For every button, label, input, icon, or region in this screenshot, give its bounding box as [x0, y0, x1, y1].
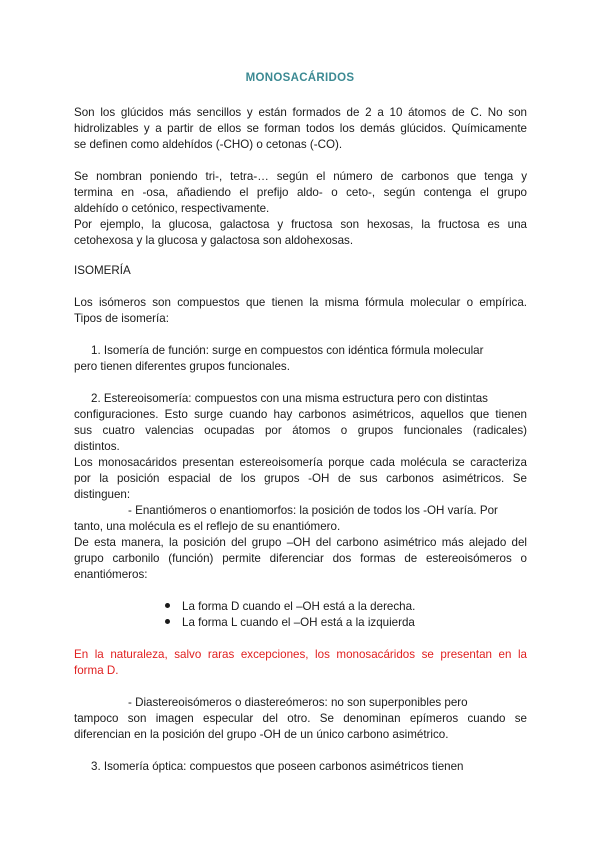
text-line: se definen como aldehídos (-CHO) o cetonas (-CO).: [74, 138, 343, 151]
text-line: Los monosacáridos presentan estereoisomería porque cada molécula se caracteriza: [74, 456, 527, 469]
text-line: Son los glúcidos más sencillos y están formados de 2 a 10 átomos de C. No son: [74, 106, 527, 119]
text-line: tanto, una molécula es el reflejo de su enantiómero.: [74, 520, 341, 533]
bullet-icon: [165, 603, 170, 608]
text-line: 1. Isomería de función: surge en compuestos con idéntica fórmula molecular: [91, 344, 484, 357]
bullet-text: La forma D cuando el –OH está a la derecha.: [182, 600, 416, 613]
text-line: En la naturaleza, salvo raras excepciones, los monosacáridos se presentan en la: [74, 648, 527, 661]
text-line: por la posición espacial de los grupos -OH de sus carbonos asimétricos. Se: [74, 472, 527, 485]
text-line: termina en -osa, añadiendo el prefijo aldo- o ceto-, según contenga el grupo: [74, 186, 527, 199]
page-title: MONOSACÁRIDOS: [245, 72, 355, 84]
bullet-text: La forma L cuando el –OH está a la izquierda: [182, 616, 415, 629]
text-line: pero tienen diferentes grupos funcionales.: [74, 360, 290, 373]
list-item-3: 3. Isomería óptica: compuestos que poseen carbonos asimétricos tienen: [91, 760, 464, 773]
text-line: cetohexosa y la glucosa y galactosa son aldohexosas.: [74, 234, 354, 247]
text-line: distintos.: [74, 440, 120, 453]
text-line: Por ejemplo, la glucosa, galactosa y fructosa son hexosas, la fructosa es una: [74, 218, 527, 231]
text-line: Tipos de isomería:: [74, 312, 169, 325]
text-line: enantiómeros:: [74, 568, 148, 581]
text-line: Los isómeros son compuestos que tienen la misma fórmula molecular o empírica.: [74, 296, 527, 309]
text-line: forma D.: [74, 664, 119, 677]
text-line: - Diastereoisómeros o diastereómeros: no son superponibles pero: [128, 696, 468, 709]
bullet-icon: [165, 619, 170, 624]
text-line: sus cuatro valencias ocupadas por átomos o grupos funcionales (radicales): [74, 424, 527, 437]
text-line: diferencian en la posición del grupo -OH de un único carbono asimétrico.: [74, 728, 449, 741]
text-line: configuraciones. Esto surge cuando hay carbonos asimétricos, aquellos que tienen: [74, 408, 527, 421]
text-line: grupo carbonilo (función) permite diferenciar dos formas de estereoisómeros o: [74, 552, 527, 565]
text-line: Se nombran poniendo tri-, tetra-… según el número de carbonos que tenga y: [74, 170, 527, 183]
text-line: tampoco son imagen especular del otro. Se denominan epímeros cuando se: [74, 712, 527, 725]
text-line: hidrolizables y a partir de ellos se forman todos los demás glúcidos. Químicamente: [74, 122, 527, 135]
text-line: De esta manera, la posición del grupo –OH del carbono asimétrico más alejado del: [74, 536, 527, 549]
text-line: distinguen:: [74, 488, 131, 501]
bullet-item: [165, 615, 415, 631]
text-line: aldehído o cetónico, respectivamente.: [74, 202, 270, 215]
text-line: 2. Estereoisomería: compuestos con una misma estructura pero con distintas: [91, 392, 488, 405]
section-heading-isomeria: ISOMERÍA: [74, 264, 131, 277]
bullet-item: [165, 599, 415, 615]
text-line: - Enantiómeros o enantiomorfos: la posición de todos los -OH varía. Por: [128, 504, 498, 517]
